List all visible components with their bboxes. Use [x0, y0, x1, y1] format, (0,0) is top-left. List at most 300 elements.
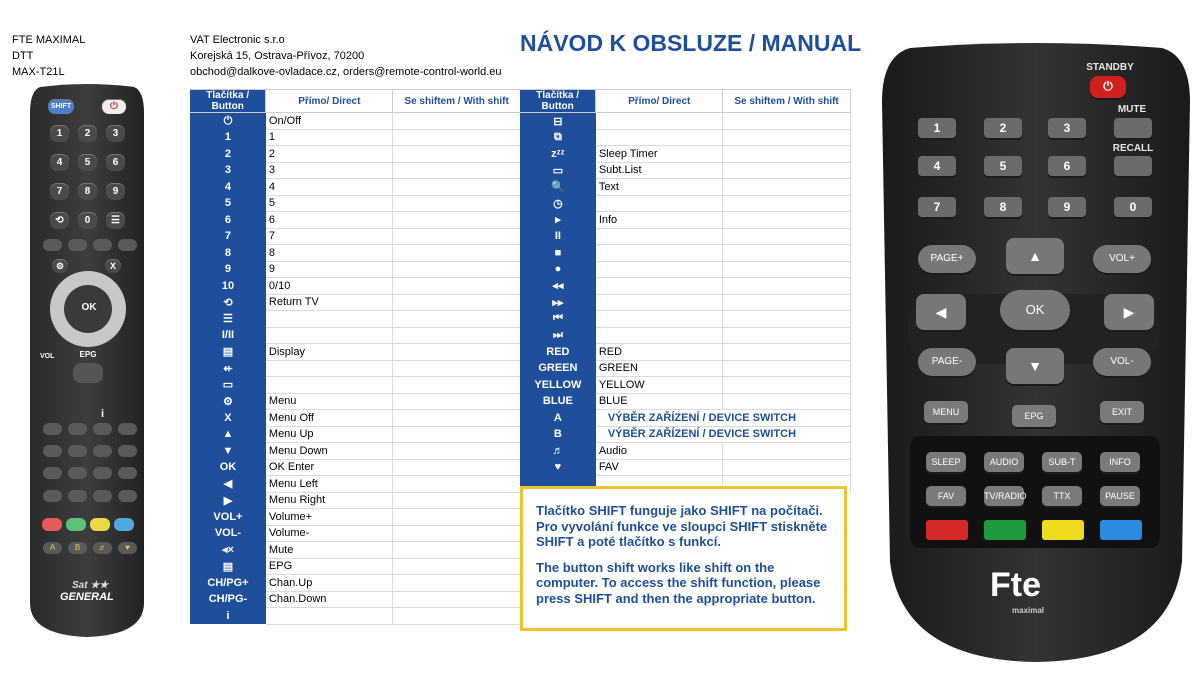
- table-row: [520, 360, 851, 377]
- button-cell: BLUE: [520, 393, 596, 410]
- button-cell: ⏭: [520, 327, 596, 344]
- direct-cell: [266, 311, 393, 328]
- shift-cell: [723, 113, 851, 130]
- button-cell: 1: [190, 129, 266, 146]
- button-cell: 7: [190, 228, 266, 245]
- table-row: [190, 542, 521, 559]
- red-button[interactable]: [42, 518, 62, 531]
- company-address: Korejská 15, Ostrava-Přívoz, 70200: [190, 50, 365, 62]
- shift-cell: [723, 195, 851, 212]
- shift-cell: [723, 393, 851, 410]
- button-cell: ♥: [520, 459, 596, 476]
- table-row: [190, 443, 521, 460]
- remote-left-small-key[interactable]: [93, 467, 112, 479]
- shift-cell: [393, 327, 521, 344]
- direct-cell: 8: [266, 245, 393, 262]
- remote-left-bottom-key[interactable]: B: [68, 542, 87, 554]
- button-cell: A: [520, 410, 596, 427]
- remote-left-small-key[interactable]: [93, 445, 112, 457]
- button-cell: ▭: [190, 377, 266, 394]
- shift-button[interactable]: SHIFT: [48, 99, 74, 114]
- table-row: [190, 492, 521, 509]
- shift-cell: [723, 360, 851, 377]
- model-info: [12, 32, 85, 80]
- up-button[interactable]: ▲: [1006, 238, 1064, 274]
- direct-cell: 9: [266, 261, 393, 278]
- shift-cell: [723, 162, 851, 179]
- button-cell: 5: [190, 195, 266, 212]
- shift-cell: [723, 245, 851, 262]
- button-cell: ▲: [190, 426, 266, 443]
- remote-right-key-8[interactable]: 8: [984, 197, 1022, 217]
- table-row: [520, 212, 851, 229]
- table-row: [520, 393, 851, 410]
- table-row: [520, 410, 851, 427]
- direct-cell: RED: [596, 344, 723, 361]
- table-row: [520, 228, 851, 245]
- direct-cell: Info: [596, 212, 723, 229]
- direct-cell: Volume-: [266, 525, 393, 542]
- button-cell: ⧉: [520, 129, 596, 146]
- table-row: [190, 278, 521, 295]
- direct-cell: [596, 113, 723, 130]
- header-shift: Se shiftem / With shift: [393, 90, 521, 113]
- button-cell: VOL-: [190, 525, 266, 542]
- remote-left-small-key[interactable]: [118, 490, 137, 502]
- green-button[interactable]: [66, 518, 86, 531]
- remote-left-small-key[interactable]: [118, 445, 137, 457]
- shift-cell: [393, 245, 521, 262]
- direct-cell: YELLOW: [596, 377, 723, 394]
- button-cell: RED: [520, 344, 596, 361]
- table-row: [520, 261, 851, 278]
- right-button[interactable]: ▶: [1104, 294, 1154, 330]
- remote-left-small-key[interactable]: [93, 423, 112, 435]
- remote-right-key-6[interactable]: 6: [1048, 156, 1086, 176]
- remote-left-small-key[interactable]: [68, 423, 87, 435]
- shift-cell: [723, 311, 851, 328]
- shift-cell: [393, 525, 521, 542]
- button-cell: ☰: [190, 311, 266, 328]
- shift-cell: [393, 591, 521, 608]
- left-button[interactable]: ◀: [916, 294, 966, 330]
- direct-cell: [266, 377, 393, 394]
- button-cell: ⇷: [190, 360, 266, 377]
- table-row: [190, 575, 521, 592]
- mute-button[interactable]: [1114, 118, 1152, 138]
- direct-cell: On/Off: [266, 113, 393, 130]
- remote-left-key[interactable]: 6: [106, 154, 125, 171]
- button-cell: 6: [190, 212, 266, 229]
- table-row: [190, 146, 521, 163]
- direct-cell: Volume+: [266, 509, 393, 526]
- button-cell: ⊟: [520, 113, 596, 130]
- menu-button[interactable]: MENU: [924, 401, 968, 423]
- button-cell: VOL+: [190, 509, 266, 526]
- brand-small: Sat ★★: [72, 580, 109, 591]
- direct-cell: Menu Right: [266, 492, 393, 509]
- table-row: [190, 179, 521, 196]
- direct-cell: Menu Down: [266, 443, 393, 460]
- remote-left-key[interactable]: 0: [78, 212, 97, 229]
- exit-button[interactable]: EXIT: [1100, 401, 1144, 423]
- vol-minus-button[interactable]: VOL-: [1093, 348, 1151, 376]
- remote-right-key-7[interactable]: 7: [918, 197, 956, 217]
- shift-cell: [723, 294, 851, 311]
- recall-button[interactable]: [1114, 156, 1152, 176]
- remote-right-func-key[interactable]: SLEEP: [926, 452, 966, 472]
- button-cell: ●: [520, 261, 596, 278]
- remote-left-small-key[interactable]: [118, 467, 137, 479]
- button-cell: ■: [520, 245, 596, 262]
- table-row: [190, 113, 521, 130]
- shift-cell: [393, 261, 521, 278]
- shift-cell: [393, 542, 521, 559]
- button-cell: ▼: [190, 443, 266, 460]
- shift-cell: [393, 558, 521, 575]
- button-cell: ♬: [520, 443, 596, 460]
- shift-cell: [723, 228, 851, 245]
- button-cell: 4: [190, 179, 266, 196]
- button-cell: ◷: [520, 195, 596, 212]
- direct-cell: Return TV: [266, 294, 393, 311]
- remote-left-bottom-key[interactable]: ♥: [118, 542, 137, 554]
- remote-right-key-4[interactable]: 4: [918, 156, 956, 176]
- table-row: [520, 162, 851, 179]
- shift-cell: [393, 294, 521, 311]
- table-row: [520, 195, 851, 212]
- shift-cell: [393, 212, 521, 229]
- shift-cell: [393, 344, 521, 361]
- fte-logo: Fte: [990, 566, 1041, 604]
- remote-left-key[interactable]: 1: [50, 125, 69, 142]
- direct-cell: 3: [266, 162, 393, 179]
- shift-cell: [723, 377, 851, 394]
- direct-cell: Menu: [266, 393, 393, 410]
- button-cell: 3: [190, 162, 266, 179]
- table-row: [520, 294, 851, 311]
- direct-cell: Audio: [596, 443, 723, 460]
- table-row: [190, 228, 521, 245]
- table-row: [520, 278, 851, 295]
- table-row: [520, 426, 851, 443]
- remote-left-small-key[interactable]: [118, 423, 137, 435]
- direct-cell: 7: [266, 228, 393, 245]
- shift-cell: [393, 162, 521, 179]
- remote-right-func-key[interactable]: INFO: [1100, 452, 1140, 472]
- header-button: Tlačítka / Button: [190, 90, 266, 113]
- direct-cell: 5: [266, 195, 393, 212]
- remote-left-bottom-key[interactable]: A: [43, 542, 62, 554]
- table-row: [190, 591, 521, 608]
- yellow-button[interactable]: [90, 518, 110, 531]
- shift-cell: [393, 146, 521, 163]
- button-cell: 9: [190, 261, 266, 278]
- button-cell: ▶: [190, 492, 266, 509]
- shift-cell: [393, 426, 521, 443]
- remote-left-small-key[interactable]: [93, 239, 112, 251]
- info-label[interactable]: i: [101, 408, 105, 420]
- shift-cell: [393, 492, 521, 509]
- button-cell: 10: [190, 278, 266, 295]
- page-title: NÁVOD K OBSLUZE / MANUAL: [520, 30, 862, 56]
- table-row: [190, 410, 521, 427]
- direct-cell: [596, 195, 723, 212]
- table-row: [190, 426, 521, 443]
- direct-cell: GREEN: [596, 360, 723, 377]
- direct-cell: Menu Left: [266, 476, 393, 493]
- direct-cell: Display: [266, 344, 393, 361]
- table-row: [190, 525, 521, 542]
- company-info: [190, 32, 502, 80]
- button-cell: zᶻᶻ: [520, 146, 596, 163]
- remote-left-small-key[interactable]: [68, 467, 87, 479]
- fte-logo-sub: maximal: [1012, 606, 1045, 615]
- remote-right-func-key[interactable]: TV/RADIO: [984, 486, 1024, 506]
- mute-label: MUTE: [1117, 104, 1147, 115]
- table-row: [190, 393, 521, 410]
- button-cell: 8: [190, 245, 266, 262]
- table-row: [190, 476, 521, 493]
- remote-left-small-key[interactable]: [43, 445, 62, 457]
- direct-cell: [596, 245, 723, 262]
- button-cell: OK: [190, 459, 266, 476]
- button-cell: X: [190, 410, 266, 427]
- recall-label: RECALL: [1112, 143, 1154, 154]
- shift-cell: [393, 459, 521, 476]
- button-cell: i: [190, 608, 266, 625]
- direct-cell: [596, 261, 723, 278]
- button-cell: ▤: [190, 558, 266, 575]
- left-table: [190, 89, 521, 625]
- remote-left-small-key[interactable]: [68, 445, 87, 457]
- table-row: [190, 245, 521, 262]
- direct-cell: OK Enter: [266, 459, 393, 476]
- button-cell: ▤: [190, 344, 266, 361]
- shift-cell: [393, 129, 521, 146]
- ok-button-right[interactable]: OK: [1000, 290, 1070, 330]
- table-row: [520, 459, 851, 476]
- shift-cell: [723, 261, 851, 278]
- direct-cell: [596, 278, 723, 295]
- standby-button[interactable]: ⏻: [1090, 76, 1126, 98]
- button-cell: ⚙: [190, 393, 266, 410]
- menu-gear-button[interactable]: ⚙: [52, 259, 68, 273]
- down-button[interactable]: ▼: [1006, 348, 1064, 384]
- table-row: [190, 377, 521, 394]
- direct-cell: BLUE: [596, 393, 723, 410]
- shift-cell: [393, 575, 521, 592]
- table-row: [520, 443, 851, 460]
- remote-right: [880, 42, 1192, 662]
- button-cell: ◂×: [190, 542, 266, 559]
- shift-cell: [393, 360, 521, 377]
- remote-right-func-key[interactable]: AUDIO: [984, 452, 1024, 472]
- table-row: [190, 212, 521, 229]
- remote-right-func-key[interactable]: SUB-T: [1042, 452, 1082, 472]
- remote-left-small-key[interactable]: [118, 239, 137, 251]
- remote-right-color-key[interactable]: [984, 520, 1026, 540]
- direct-cell: EPG: [266, 558, 393, 575]
- direct-cell: 6: [266, 212, 393, 229]
- remote-right-color-key[interactable]: [1100, 520, 1142, 540]
- button-cell: I/II: [190, 327, 266, 344]
- direct-cell: Menu Off: [266, 410, 393, 427]
- button-cell: 2: [190, 146, 266, 163]
- remote-right-func-key[interactable]: FAV: [926, 486, 966, 506]
- button-cell: ⏮: [520, 311, 596, 328]
- table-row: [520, 344, 851, 361]
- company-email[interactable]: obchod@dalkove-ovladace.cz, orders@remote-control-world.eu: [190, 66, 502, 78]
- standby-label: STANDBY: [1086, 62, 1134, 73]
- direct-cell: [596, 294, 723, 311]
- remote-left-small-key[interactable]: [43, 239, 62, 251]
- remote-right-key-3[interactable]: 3: [1048, 118, 1086, 138]
- shift-cell: [723, 179, 851, 196]
- table-row: [190, 129, 521, 146]
- remote-left-small-key[interactable]: [68, 239, 87, 251]
- shift-cell: [393, 377, 521, 394]
- remote-left-key[interactable]: 5: [78, 154, 97, 171]
- power-button[interactable]: ⏻: [102, 99, 126, 114]
- page-minus-button[interactable]: PAGE-: [918, 348, 976, 376]
- table-row: [190, 195, 521, 212]
- vol-plus-button[interactable]: VOL+: [1093, 245, 1151, 273]
- direct-cell: 4: [266, 179, 393, 196]
- shift-cell: [723, 344, 851, 361]
- direct-cell: Sleep Timer: [596, 146, 723, 163]
- remote-right-key-1[interactable]: 1: [918, 118, 956, 138]
- blue-button[interactable]: [114, 518, 134, 531]
- header-shift: Se shiftem / With shift: [723, 90, 851, 113]
- shift-cell: [393, 278, 521, 295]
- shift-cell: [393, 228, 521, 245]
- direct-cell: [596, 129, 723, 146]
- remote-left-key[interactable]: ☰: [106, 212, 125, 229]
- button-cell: YELLOW: [520, 377, 596, 394]
- shift-cell: [393, 311, 521, 328]
- table-row: [520, 113, 851, 130]
- table-row: [190, 294, 521, 311]
- button-cell: ▭: [520, 162, 596, 179]
- header-button: Tlačítka / Button: [520, 90, 596, 113]
- vol-label: VOL: [40, 353, 55, 360]
- shift-cell: [723, 327, 851, 344]
- remote-left-small-key[interactable]: [43, 490, 62, 502]
- remote-right-key-9[interactable]: 9: [1048, 197, 1086, 217]
- button-cell: ▸: [520, 212, 596, 229]
- remote-left-key[interactable]: 7: [50, 183, 69, 200]
- header-direct: Přímo/ Direct: [596, 90, 723, 113]
- remote-left-key[interactable]: 8: [78, 183, 97, 200]
- button-cell: ⏻: [190, 113, 266, 130]
- table-row: [520, 179, 851, 196]
- remote-left-small-key[interactable]: [93, 490, 112, 502]
- shift-cell: [393, 410, 521, 427]
- button-cell: ▸▸: [520, 294, 596, 311]
- shift-note-cz: Tlačítko SHIFT funguje jako SHIFT na počítači. Pro vyvolání funkce ve sloupci SHIFT stiskněte SHIFT a poté tlačítko s funkcí.: [536, 503, 828, 549]
- table-row: [520, 327, 851, 344]
- shift-cell: [393, 509, 521, 526]
- x-button[interactable]: X: [105, 259, 121, 273]
- model-line1: FTE MAXIMAL: [12, 34, 86, 46]
- remote-left-key[interactable]: ⟲: [50, 212, 69, 229]
- table-row: [520, 245, 851, 262]
- table-row: [190, 558, 521, 575]
- remote-left-key[interactable]: 4: [50, 154, 69, 171]
- direct-cell: Chan.Down: [266, 591, 393, 608]
- table-row: [190, 261, 521, 278]
- direct-cell: [266, 360, 393, 377]
- shift-cell: [393, 443, 521, 460]
- direct-cell: [596, 311, 723, 328]
- remote-right-key-0[interactable]: 0: [1114, 197, 1152, 217]
- table-row: [190, 327, 521, 344]
- table-row: [190, 360, 521, 377]
- remote-right-func-key[interactable]: PAUSE: [1100, 486, 1140, 506]
- remote-right-key-5[interactable]: 5: [984, 156, 1022, 176]
- company-name: VAT Electronic s.r.o: [190, 34, 285, 46]
- remote-right-key-2[interactable]: 2: [984, 118, 1022, 138]
- remote-right-func-key[interactable]: TTX: [1042, 486, 1082, 506]
- device-switch-cell: VÝBĚR ZAŘÍZENÍ / DEVICE SWITCH: [596, 426, 851, 443]
- direct-cell: [596, 327, 723, 344]
- direct-cell: Subt.List: [596, 162, 723, 179]
- table-row: [190, 162, 521, 179]
- direct-cell: [266, 608, 393, 625]
- model-line2: DTT: [12, 50, 34, 62]
- brand-logo: GENERAL: [60, 591, 114, 603]
- shift-cell: [393, 476, 521, 493]
- remote-left-small-key[interactable]: [43, 467, 62, 479]
- remote-right-color-key[interactable]: [1042, 520, 1084, 540]
- direct-cell: Text: [596, 179, 723, 196]
- button-cell: ⟲: [190, 294, 266, 311]
- button-cell: ◀: [190, 476, 266, 493]
- remote-left-bottom-key[interactable]: ♬: [93, 542, 112, 554]
- remote-left-key[interactable]: 3: [106, 125, 125, 142]
- ok-button[interactable]: OK: [81, 302, 97, 313]
- remote-left-key[interactable]: 9: [106, 183, 125, 200]
- shift-cell: [723, 146, 851, 163]
- table-row: [520, 129, 851, 146]
- direct-cell: FAV: [596, 459, 723, 476]
- direct-cell: 2: [266, 146, 393, 163]
- shift-cell: [393, 179, 521, 196]
- device-switch-cell: VÝBĚR ZAŘÍZENÍ / DEVICE SWITCH: [596, 410, 851, 427]
- epg-button[interactable]: EPG: [1012, 405, 1056, 427]
- page-plus-button[interactable]: PAGE+: [918, 245, 976, 273]
- shift-cell: [393, 608, 521, 625]
- shift-cell: [393, 113, 521, 130]
- button-cell: 🔍: [520, 179, 596, 196]
- direct-cell: [266, 327, 393, 344]
- table-row: [520, 377, 851, 394]
- shift-info-box: [520, 486, 847, 631]
- remote-left-key[interactable]: 2: [78, 125, 97, 142]
- epg-label: EPG: [79, 350, 97, 359]
- remote-right-color-key[interactable]: [926, 520, 968, 540]
- shift-cell: [393, 195, 521, 212]
- remote-left: [28, 83, 146, 638]
- shift-cell: [723, 443, 851, 460]
- remote-left-small-key[interactable]: [68, 490, 87, 502]
- remote-left-small-key[interactable]: [43, 423, 62, 435]
- button-cell: CH/PG+: [190, 575, 266, 592]
- button-cell: B: [520, 426, 596, 443]
- button-cell: ◂◂: [520, 278, 596, 295]
- button-cell: CH/PG-: [190, 591, 266, 608]
